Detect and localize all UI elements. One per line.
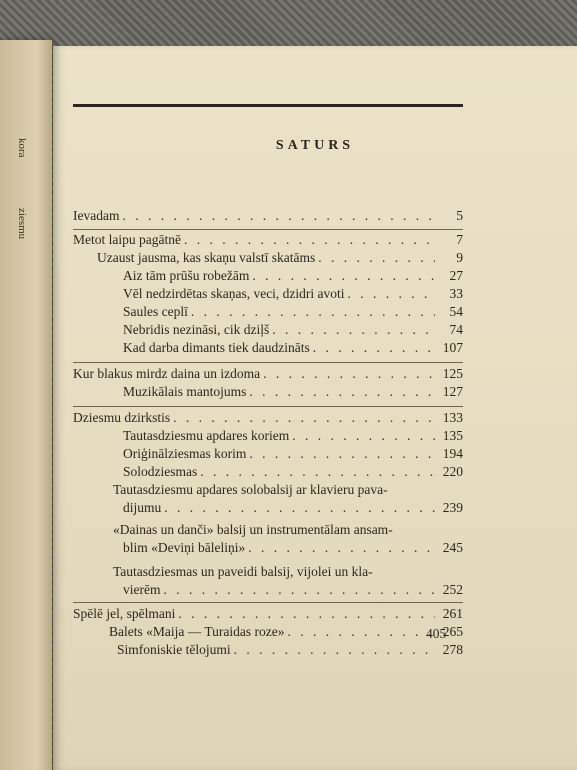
toc-entry[interactable]: [123, 340, 463, 356]
toc-entry[interactable]: [123, 268, 463, 284]
toc-entry[interactable]: [123, 464, 463, 480]
toc-title: Spēlē jel, spēlmani: [73, 606, 176, 621]
toc-page: 107: [442, 340, 463, 355]
toc-title: Tautasdziesmu apdares koriem: [123, 428, 290, 443]
left-page-fragment: ziesmu: [16, 208, 28, 240]
toc-entry[interactable]: [123, 446, 463, 462]
toc-title: dijumu: [123, 500, 162, 515]
toc-entry[interactable]: [123, 304, 463, 320]
toc-entry[interactable]: [73, 232, 463, 248]
toc-title: Kad darba dimants tiek daudzināts: [123, 340, 310, 355]
contents-page: [53, 46, 577, 770]
toc-title: blim «Deviņi bāleliņi»: [123, 540, 246, 555]
toc-title: Simfoniskie tēlojumi: [117, 642, 231, 657]
section-divider: [73, 602, 463, 603]
toc-page: 127: [442, 384, 463, 399]
toc-entry[interactable]: [117, 642, 463, 658]
toc-page: 252: [442, 582, 463, 597]
toc-entry[interactable]: [73, 410, 463, 426]
toc-entry[interactable]: [123, 540, 463, 556]
toc-title: Kur blakus mirdz daina un izdoma: [73, 366, 261, 381]
toc-title: Aiz tām prūšu robežām: [123, 268, 250, 283]
toc-entry[interactable]: [123, 286, 463, 302]
toc-entry[interactable]: [123, 384, 463, 400]
page-number: 405: [426, 626, 447, 641]
toc-title-line: Tautasdziesmas un paveidi balsij, vijolei un kla-: [113, 564, 373, 579]
toc-title-line: Tautasdziesmu apdares solobalsij ar klavieru pava-: [113, 482, 388, 497]
toc-page: 5: [456, 208, 463, 223]
toc-entry[interactable]: [109, 624, 463, 640]
toc-title: Uzaust jausma, kas skaņu valstī skatāms: [97, 250, 316, 265]
toc-entry[interactable]: [73, 366, 463, 382]
toc-title: Solodziesmas: [123, 464, 198, 479]
toc-page: 135: [442, 428, 463, 443]
toc-page: 74: [449, 322, 463, 337]
toc-title: Vēl nedzirdētas skaņas, veci, dzidri avoti: [123, 286, 345, 301]
table-of-contents: [53, 46, 577, 770]
toc-entry[interactable]: [123, 582, 463, 598]
toc-title: Oriģinālziesmas korim: [123, 446, 247, 461]
toc-page: 194: [442, 446, 463, 461]
toc-entry[interactable]: [97, 250, 463, 266]
toc-page: 278: [442, 642, 463, 657]
toc-page: 125: [442, 366, 463, 381]
toc-entry[interactable]: [73, 208, 463, 224]
page-title: SATURS: [275, 138, 355, 153]
toc-entry[interactable]: [73, 606, 463, 622]
toc-page: 7: [456, 232, 463, 247]
toc-page: 54: [449, 304, 463, 319]
toc-title-line: «Dainas un danči» balsij un instrumentālam ansam-: [113, 522, 393, 537]
section-divider: [73, 362, 463, 363]
toc-title: Saules ceplī: [123, 304, 188, 319]
toc-title: Balets «Maija — Turaidas roze»: [109, 624, 285, 639]
toc-page: 261: [442, 606, 463, 621]
toc-page: 33: [449, 286, 463, 301]
toc-page: 9: [456, 250, 463, 265]
toc-page: 27: [449, 268, 463, 283]
toc-entry[interactable]: [123, 428, 463, 444]
toc-title: Dziesmu dzirkstis: [73, 410, 171, 425]
toc-title: Ievadam: [73, 208, 120, 223]
toc-page: 220: [442, 464, 463, 479]
section-divider: [73, 406, 463, 407]
toc-page: 265: [442, 624, 463, 639]
toc-page: 133: [442, 410, 463, 425]
toc-title: Metot laipu pagātnē: [73, 232, 181, 247]
left-page-edge: [0, 40, 52, 770]
toc-page: 239: [442, 500, 463, 515]
toc-title: vierēm: [123, 582, 161, 597]
toc-entry[interactable]: [123, 322, 463, 338]
toc-title: Muzikālais mantojums: [123, 384, 247, 399]
left-page-fragment: kora: [16, 138, 28, 158]
section-divider: [73, 229, 463, 230]
toc-page: 245: [442, 540, 463, 555]
toc-entry[interactable]: [123, 500, 463, 516]
toc-title: Nebridis nezināsi, cik dziļš: [123, 322, 270, 337]
